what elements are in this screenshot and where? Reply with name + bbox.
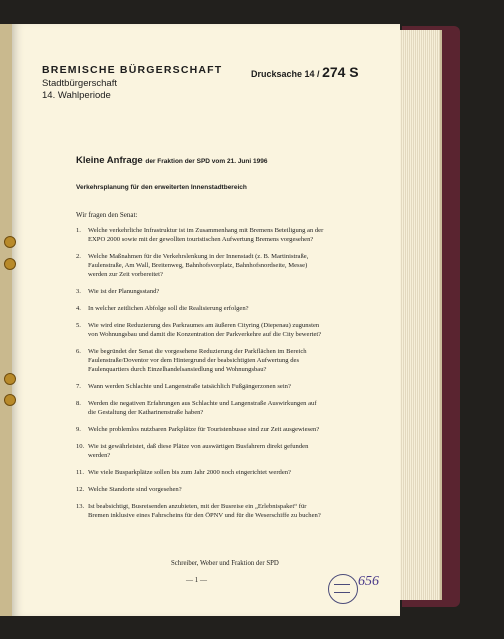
page-edges: [398, 30, 442, 600]
drucksache-label: Drucksache 14 /: [251, 69, 320, 79]
chamber-name: Stadtbürgerschaft: [42, 78, 117, 89]
question-item: 4. In welcher zeitlichen Abfolge soll die Realisierung erfolgen?: [76, 305, 249, 312]
question-item: 11. Wie viele Busparkplätze sollen bis zum Jahr 2000 noch eingerichtet werden?: [76, 469, 291, 476]
anfrage-heading: [76, 155, 267, 166]
handwritten-folio-number: 656: [358, 574, 379, 589]
anfrage-subject: Verkehrsplanung für den erweiterten Innenstadtbereich: [76, 184, 247, 191]
question-item: 3. Wie ist der Planungsstand?: [76, 288, 160, 295]
question-item: 1. Welche verkehrliche Infrastruktur ist im Zusammenhang mit Bremens Beteiligung an der EXPO 2000 sowie mit der gewollten touristischen Aufwertung Bremens vorgesehen?: [76, 227, 324, 243]
question-list: [76, 226, 326, 528]
intro-line: Wir fragen den Senat:: [76, 211, 138, 219]
document-number: [251, 64, 359, 80]
binder-ring-icon: [4, 258, 16, 270]
question-item: 2. Welche Maßnahmen für die Verkehrslenkung in der Innenstadt (z. B. Martinistraße, Faulenstraße, Am Wall, Breitenweg, Bahnhofsvorplatz, Bahnhofsnordseite, Messe) werden zur Zeit vorbereitet?: [76, 253, 309, 278]
binder-ring-icon: [4, 373, 16, 385]
archive-stamp-band: [334, 584, 350, 593]
anfrage-meta: der Fraktion der SPD vom 21. Juni 1996: [145, 158, 268, 165]
binder-ring-icon: [4, 394, 16, 406]
question-item: 8. Werden die negativen Erfahrungen aus Schlachte und Langenstraße Auswirkungen auf die Gestaltung der Katharinenstraße haben?: [76, 400, 317, 416]
legislative-period: 14. Wahlperiode: [42, 90, 111, 101]
anfrage-title: Kleine Anfrage: [76, 155, 143, 166]
question-item: 9. Welche problemlos nutzbaren Parkplätze für Touristenbusse sind zur Zeit ausgewiesen?: [76, 426, 320, 433]
drucksache-number: 274 S: [322, 64, 359, 80]
question-item: 13. Ist beabsichtigt, Busreisenden anzubieten, mit der Busreise ein „Erlebnispaket“ für Bremen inklusive eines Fahrscheins für den ÖPNV und für die Weserschiffe zu buchen?: [76, 503, 321, 519]
question-item: 10. Wie ist gewährleistet, daß diese Plätze von auswärtigen Busfahrern direkt gefunden werden?: [76, 443, 309, 459]
question-item: 7. Wann werden Schlachte und Langenstraße tatsächlich Fußgängerzonen sein?: [76, 383, 291, 390]
page-number: — 1 —: [186, 576, 207, 584]
signature-line: Schreiber, Weber und Fraktion der SPD: [171, 560, 279, 567]
question-item: 6. Wie begründet der Senat die vorgesehene Reduzierung der Parkflächen im Bereich Faulenstraße/Doventor vor dem Hintergrund der beabsichtigten Aufwertung des Faulenquartiers durch Einzelhandelsansiedlung und Wohnungsbau?: [76, 348, 307, 373]
question-item: 5. Wie wird eine Reduzierung des Parkraumes am äußeren Cityring (Diepenau) zugunsten von Wohnungsbau und damit die Konzentration der Parkverkehre auf die City bewertet?: [76, 322, 322, 338]
binder-ring-icon: [4, 236, 16, 248]
parliament-name: BREMISCHE BÜRGERSCHAFT: [42, 64, 223, 76]
question-item: 12. Welche Standorte sind vorgesehen?: [76, 486, 182, 493]
